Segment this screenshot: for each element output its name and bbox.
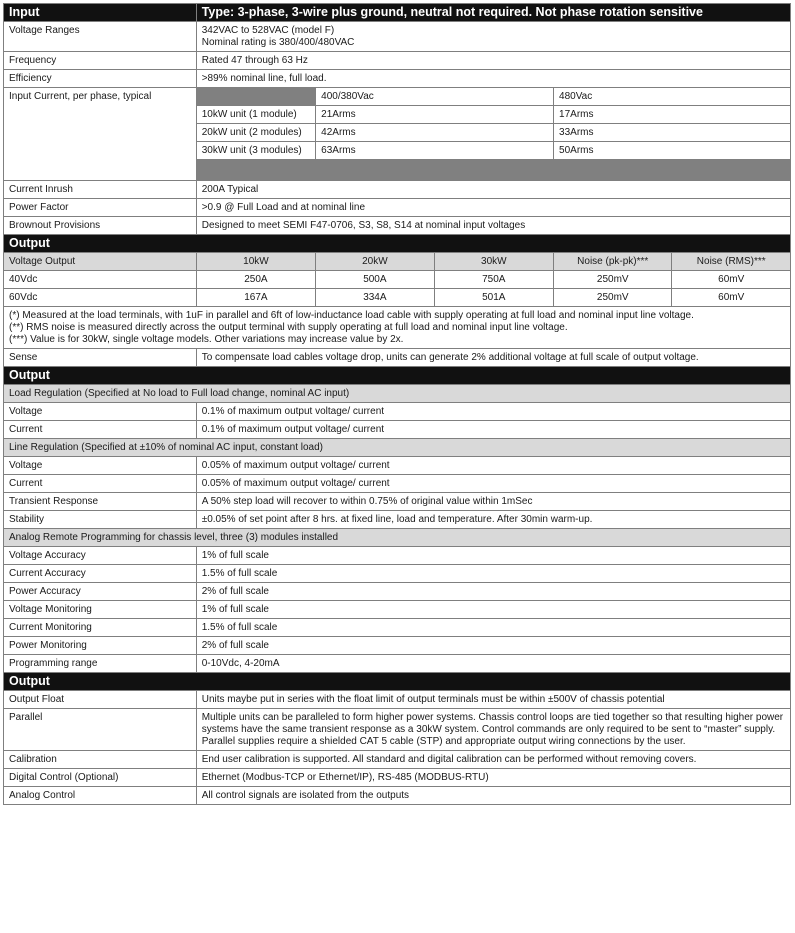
spec-row bbox=[4, 475, 791, 493]
spec-row bbox=[4, 421, 791, 439]
spec-row bbox=[4, 655, 791, 673]
row-value bbox=[196, 22, 790, 52]
col-header: Noise (RMS)*** bbox=[672, 253, 791, 271]
row-value: 0.05% of maximum output voltage/ current bbox=[196, 457, 790, 475]
analog-control-row bbox=[4, 787, 791, 805]
notes-row bbox=[4, 307, 791, 349]
efficiency-row bbox=[4, 70, 791, 88]
current-400v: 42Arms bbox=[316, 124, 554, 142]
row-value: 1.5% of full scale bbox=[196, 619, 790, 637]
footnotes bbox=[4, 307, 791, 349]
output-float-row bbox=[4, 691, 791, 709]
spec-row bbox=[4, 493, 791, 511]
row-label: Power Accuracy bbox=[4, 583, 197, 601]
input-current-header-row bbox=[4, 88, 791, 106]
input-header-label: Input bbox=[4, 4, 197, 22]
row-label: Voltage Ranges bbox=[4, 22, 197, 52]
spec-table bbox=[3, 3, 791, 805]
table-cell: 60Vdc bbox=[4, 289, 197, 307]
output-table-row bbox=[4, 289, 791, 307]
calibration-row bbox=[4, 751, 791, 769]
brownout-row bbox=[4, 217, 791, 235]
row-label: Output Float bbox=[4, 691, 197, 709]
table-cell: 500A bbox=[316, 271, 434, 289]
row-label: Frequency bbox=[4, 52, 197, 70]
row-label: Power Factor bbox=[4, 199, 197, 217]
table-cell: 60mV bbox=[672, 289, 791, 307]
section-title-row bbox=[4, 385, 791, 403]
row-value: A 50% step load will recover to within 0.75% of original value within 1mSec bbox=[196, 493, 790, 511]
row-value: 1.5% of full scale bbox=[196, 565, 790, 583]
table-cell: 334A bbox=[316, 289, 434, 307]
nominal-rating-line: Nominal rating is 380/400/480VAC bbox=[201, 37, 355, 48]
table-cell: 250mV bbox=[554, 271, 672, 289]
spec-row bbox=[4, 547, 791, 565]
gray-bar bbox=[196, 160, 790, 181]
row-label: Digital Control (Optional) bbox=[4, 769, 197, 787]
output-header-row bbox=[4, 673, 791, 691]
row-value: 200A Typical bbox=[196, 181, 790, 199]
load-regulation-title: Load Regulation (Specified at No load to Full load change, nominal AC input) bbox=[4, 385, 791, 403]
row-label: Analog Control bbox=[4, 787, 197, 805]
unit-cell: 20kW unit (2 modules) bbox=[196, 124, 315, 142]
row-label: Current bbox=[4, 421, 197, 439]
row-label: Calibration bbox=[4, 751, 197, 769]
row-label: Programming range bbox=[4, 655, 197, 673]
output-table-row bbox=[4, 271, 791, 289]
table-cell: 250A bbox=[196, 271, 315, 289]
row-value: 2% of full scale bbox=[196, 583, 790, 601]
spec-row bbox=[4, 601, 791, 619]
section-title-row bbox=[4, 439, 791, 457]
row-label: Current bbox=[4, 475, 197, 493]
current-400v: 21Arms bbox=[316, 106, 554, 124]
current-inrush-row bbox=[4, 181, 791, 199]
row-value: To compensate load cables voltage drop, units can generate 2% additional voltage at full scale of output voltage. bbox=[196, 349, 790, 367]
voltage-ranges-row bbox=[4, 22, 791, 52]
analog-programming-title: Analog Remote Programming for chassis level, three (3) modules installed bbox=[4, 529, 791, 547]
row-value: Ethernet (Modbus-TCP or Ethernet/IP), RS-485 (MODBUS-RTU) bbox=[196, 769, 790, 787]
row-value: End user calibration is supported. All standard and digital calibration can be performed without removing covers. bbox=[196, 751, 790, 769]
input-header-row bbox=[4, 4, 791, 22]
current-480v: 17Arms bbox=[554, 106, 791, 124]
row-value: >89% nominal line, full load. bbox=[196, 70, 790, 88]
output-header-label: Output bbox=[4, 673, 791, 691]
parallel-row bbox=[4, 709, 791, 751]
unit-cell: 30kW unit (3 modules) bbox=[196, 142, 315, 160]
row-value: 0-10Vdc, 4-20mA bbox=[196, 655, 790, 673]
table-cell: 167A bbox=[196, 289, 315, 307]
row-label: Power Monitoring bbox=[4, 637, 197, 655]
table-cell: 501A bbox=[434, 289, 553, 307]
col-header: 20kW bbox=[316, 253, 434, 271]
current-480v: 50Arms bbox=[554, 142, 791, 160]
spec-row bbox=[4, 403, 791, 421]
row-value: 0.1% of maximum output voltage/ current bbox=[196, 421, 790, 439]
row-label: Parallel bbox=[4, 709, 197, 751]
row-label: Current Accuracy bbox=[4, 565, 197, 583]
footnote: (***) Value is for 30kW, single voltage models. Other variations may increase value by 2x. bbox=[9, 334, 404, 345]
current-400v: 63Arms bbox=[316, 142, 554, 160]
unit-cell: 10kW unit (1 module) bbox=[196, 106, 315, 124]
row-value: 2% of full scale bbox=[196, 637, 790, 655]
output-table-header-row bbox=[4, 253, 791, 271]
frequency-row bbox=[4, 52, 791, 70]
gray-cell bbox=[196, 88, 315, 106]
col-header-480v: 480Vac bbox=[554, 88, 791, 106]
row-value: 0.1% of maximum output voltage/ current bbox=[196, 403, 790, 421]
table-cell: 40Vdc bbox=[4, 271, 197, 289]
sense-row bbox=[4, 349, 791, 367]
footnote: (**) RMS noise is measured directly across the output terminal with supply operating at full load and nominal input line voltage. bbox=[9, 322, 568, 333]
col-header: Voltage Output bbox=[4, 253, 197, 271]
section-title-row bbox=[4, 529, 791, 547]
row-label: Transient Response bbox=[4, 493, 197, 511]
line-regulation-title: Line Regulation (Specified at ±10% of nominal AC input, constant load) bbox=[4, 439, 791, 457]
col-header: 10kW bbox=[196, 253, 315, 271]
row-value: 1% of full scale bbox=[196, 547, 790, 565]
spec-row bbox=[4, 619, 791, 637]
col-header: 30kW bbox=[434, 253, 553, 271]
row-label: Voltage Accuracy bbox=[4, 547, 197, 565]
row-label: Current Inrush bbox=[4, 181, 197, 199]
output-header-row bbox=[4, 235, 791, 253]
row-label: Stability bbox=[4, 511, 197, 529]
voltage-range-line: 342VAC to 528VAC (model F) bbox=[201, 25, 335, 36]
row-value: 1% of full scale bbox=[196, 601, 790, 619]
col-header-400v: 400/380Vac bbox=[316, 88, 554, 106]
spec-row bbox=[4, 457, 791, 475]
row-value: >0.9 @ Full Load and at nominal line bbox=[196, 199, 790, 217]
spec-row bbox=[4, 583, 791, 601]
row-label: Current Monitoring bbox=[4, 619, 197, 637]
output-header-label: Output bbox=[4, 235, 791, 253]
power-factor-row bbox=[4, 199, 791, 217]
row-value: 0.05% of maximum output voltage/ current bbox=[196, 475, 790, 493]
output-header-label: Output bbox=[4, 367, 791, 385]
output-header-row bbox=[4, 367, 791, 385]
row-label: Brownout Provisions bbox=[4, 217, 197, 235]
spec-row bbox=[4, 565, 791, 583]
col-header: Noise (pk-pk)*** bbox=[554, 253, 672, 271]
table-cell: 60mV bbox=[672, 271, 791, 289]
row-label: Voltage bbox=[4, 457, 197, 475]
current-480v: 33Arms bbox=[554, 124, 791, 142]
row-value: Rated 47 through 63 Hz bbox=[196, 52, 790, 70]
row-value: ±0.05% of set point after 8 hrs. at fixed line, load and temperature. After 30min warm-up. bbox=[196, 511, 790, 529]
spec-row bbox=[4, 637, 791, 655]
row-value: Designed to meet SEMI F47-0706, S3, S8, S14 at nominal input voltages bbox=[196, 217, 790, 235]
row-value: All control signals are isolated from the outputs bbox=[196, 787, 790, 805]
row-label: Sense bbox=[4, 349, 197, 367]
table-cell: 250mV bbox=[554, 289, 672, 307]
footnote: (*) Measured at the load terminals, with 1uF in parallel and 6ft of low-inductance load cable with supply operating at full load and nominal input line voltage. bbox=[9, 310, 694, 321]
row-label: Voltage Monitoring bbox=[4, 601, 197, 619]
row-label: Efficiency bbox=[4, 70, 197, 88]
digital-row bbox=[4, 769, 791, 787]
table-cell: 750A bbox=[434, 271, 553, 289]
row-value: Multiple units can be paralleled to form higher power systems. Chassis control loops are tied together so that resulting higher power systems have the same transient response as a 30kW system. Control commands are only required to be sent to “master” supply. Parallel supplies require a shielded CAT 5 cable (STP) and appropriate output wiring connections by the user. bbox=[196, 709, 790, 751]
row-value: Units maybe put in series with the float limit of output terminals must be within ±500V of chassis potential bbox=[196, 691, 790, 709]
row-label: Input Current, per phase, typical bbox=[4, 88, 197, 181]
spec-row bbox=[4, 511, 791, 529]
input-type-description: Type: 3-phase, 3-wire plus ground, neutral not required. Not phase rotation sensitive bbox=[196, 4, 790, 22]
row-label: Voltage bbox=[4, 403, 197, 421]
